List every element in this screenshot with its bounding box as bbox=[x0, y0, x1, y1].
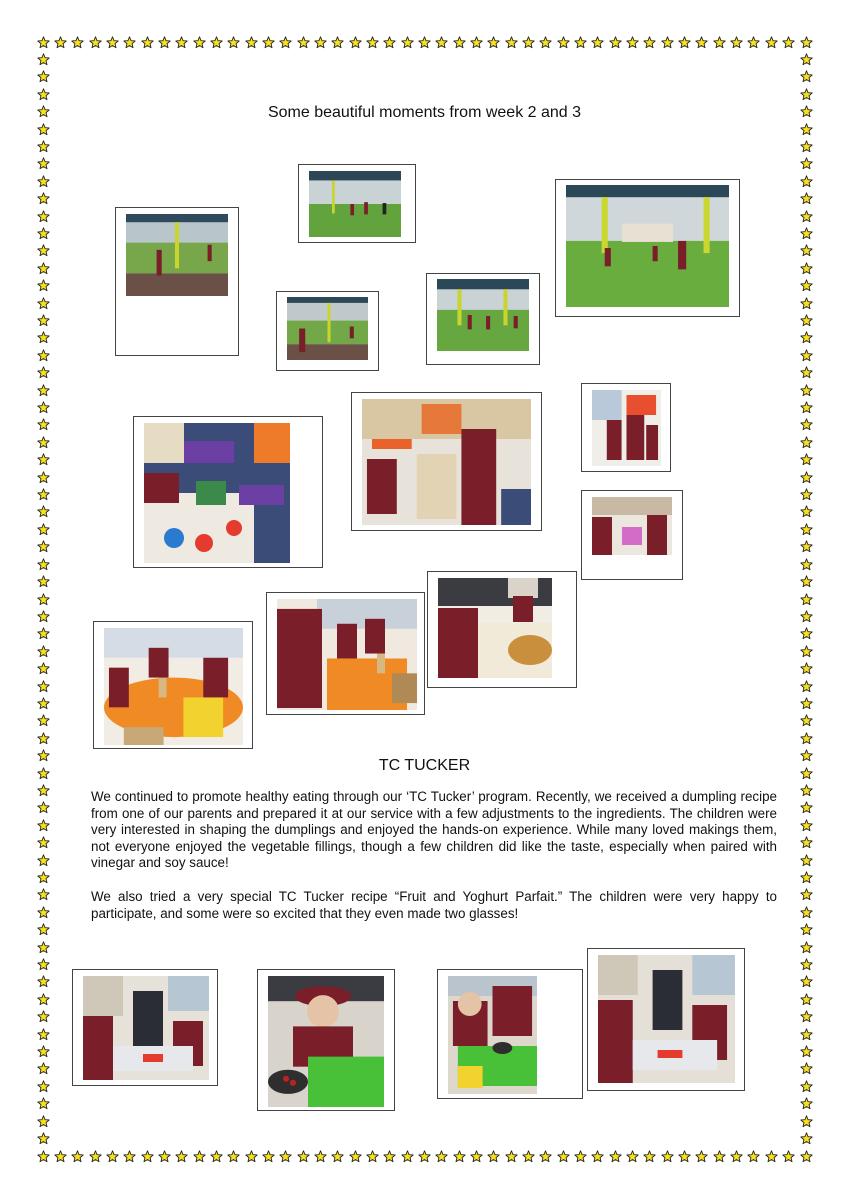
star-icon bbox=[37, 140, 50, 153]
star-icon bbox=[574, 1150, 587, 1163]
star-icon bbox=[800, 1010, 813, 1023]
star-icon bbox=[37, 366, 50, 379]
star-icon bbox=[297, 1150, 310, 1163]
star-icon bbox=[37, 157, 50, 170]
star-icon bbox=[435, 1150, 448, 1163]
star-icon bbox=[37, 697, 50, 710]
star-icon bbox=[37, 836, 50, 849]
star-icon bbox=[800, 262, 813, 275]
star-icon bbox=[800, 227, 813, 240]
star-icon bbox=[37, 1150, 50, 1163]
page-title: Some beautiful moments from week 2 and 3 bbox=[267, 104, 582, 121]
photo-floor-play bbox=[133, 416, 323, 568]
indoor-photo bbox=[592, 390, 661, 466]
star-icon bbox=[331, 1150, 344, 1163]
star-icon bbox=[800, 784, 813, 797]
star-icon bbox=[297, 36, 310, 49]
star-icon bbox=[37, 436, 50, 449]
star-icon bbox=[158, 36, 171, 49]
star-icon bbox=[37, 627, 50, 640]
star-icon bbox=[37, 784, 50, 797]
paragraph-1: We continued to promote healthy eating through our ‘TC Tucker’ program. Recently, we received a dumpling recipe from one of our parents and prepared it at our service with a few adjustments to the ingredients. The children were very interested in shaping the dumplings and enjoyed the hands-on experience. While many loved makings them, not everyone enjoyed the vegetable fillings, though a few children did like the taste, especially when paired with vinegar and soy sauce! bbox=[91, 789, 777, 871]
star-icon bbox=[37, 279, 50, 292]
star-icon bbox=[37, 941, 50, 954]
star-icon bbox=[557, 1150, 570, 1163]
star-icon bbox=[401, 36, 414, 49]
star-icon bbox=[591, 36, 604, 49]
star-icon bbox=[800, 192, 813, 205]
star-icon bbox=[175, 1150, 188, 1163]
star-icon bbox=[383, 1150, 396, 1163]
photo-basket-play bbox=[427, 571, 577, 688]
star-icon bbox=[800, 714, 813, 727]
star-icon bbox=[210, 36, 223, 49]
star-icon bbox=[37, 1115, 50, 1128]
star-icon bbox=[747, 36, 760, 49]
star-icon bbox=[470, 1150, 483, 1163]
playground-photo bbox=[126, 214, 228, 296]
star-icon bbox=[800, 575, 813, 588]
star-icon bbox=[37, 923, 50, 936]
star-icon bbox=[800, 140, 813, 153]
star-icon bbox=[141, 1150, 154, 1163]
star-icon bbox=[71, 1150, 84, 1163]
star-icon bbox=[37, 210, 50, 223]
star-icon bbox=[782, 36, 795, 49]
star-icon bbox=[800, 349, 813, 362]
star-icon bbox=[37, 453, 50, 466]
star-icon bbox=[37, 314, 50, 327]
star-icon bbox=[37, 662, 50, 675]
star-icon bbox=[800, 175, 813, 188]
star-icon bbox=[800, 366, 813, 379]
star-icon bbox=[800, 157, 813, 170]
photo-playground-2 bbox=[298, 164, 416, 243]
star-icon bbox=[800, 418, 813, 431]
star-icon bbox=[800, 505, 813, 518]
star-icon bbox=[470, 36, 483, 49]
star-icon bbox=[800, 610, 813, 623]
star-icon bbox=[765, 36, 778, 49]
star-icon bbox=[37, 558, 50, 571]
star-icon bbox=[37, 471, 50, 484]
star-icon bbox=[37, 53, 50, 66]
star-icon bbox=[37, 1028, 50, 1041]
star-icon bbox=[800, 1150, 813, 1163]
photo-tucker-4 bbox=[587, 948, 745, 1091]
star-icon bbox=[37, 70, 50, 83]
star-icon bbox=[349, 1150, 362, 1163]
indoor-photo bbox=[277, 599, 417, 710]
cooking-photo bbox=[268, 976, 384, 1107]
star-icon bbox=[37, 593, 50, 606]
star-icon bbox=[37, 192, 50, 205]
indoor-photo bbox=[144, 423, 290, 563]
star-icon bbox=[800, 471, 813, 484]
star-icon bbox=[349, 36, 362, 49]
cooking-photo bbox=[598, 955, 735, 1083]
star-icon bbox=[37, 888, 50, 901]
star-icon bbox=[800, 1132, 813, 1145]
star-icon bbox=[37, 732, 50, 745]
star-icon bbox=[71, 36, 84, 49]
indoor-photo bbox=[592, 497, 672, 555]
star-icon bbox=[800, 523, 813, 536]
star-icon bbox=[539, 36, 552, 49]
star-icon bbox=[800, 210, 813, 223]
star-icon bbox=[800, 958, 813, 971]
star-icon bbox=[37, 680, 50, 693]
star-icon bbox=[800, 888, 813, 901]
star-icon bbox=[800, 53, 813, 66]
star-icon bbox=[262, 36, 275, 49]
star-icon bbox=[800, 819, 813, 832]
star-icon bbox=[713, 1150, 726, 1163]
star-icon bbox=[800, 1062, 813, 1075]
star-icon bbox=[661, 36, 674, 49]
star-icon bbox=[800, 993, 813, 1006]
star-icon bbox=[262, 1150, 275, 1163]
star-icon bbox=[609, 1150, 622, 1163]
playground-photo bbox=[437, 279, 529, 351]
star-icon bbox=[487, 1150, 500, 1163]
star-icon bbox=[141, 36, 154, 49]
star-icon bbox=[695, 36, 708, 49]
cooking-photo bbox=[83, 976, 209, 1080]
photo-classroom-1 bbox=[581, 383, 671, 472]
star-icon bbox=[331, 36, 344, 49]
star-icon bbox=[37, 993, 50, 1006]
star-icon bbox=[800, 975, 813, 988]
star-icon bbox=[678, 1150, 691, 1163]
star-icon bbox=[245, 1150, 258, 1163]
star-icon bbox=[557, 36, 570, 49]
indoor-photo bbox=[104, 628, 243, 745]
photo-jenga-1 bbox=[93, 621, 253, 749]
star-icon bbox=[800, 871, 813, 884]
star-icon bbox=[800, 1115, 813, 1128]
playground-photo bbox=[287, 297, 368, 360]
cooking-photo bbox=[448, 976, 537, 1094]
star-icon bbox=[227, 1150, 240, 1163]
photo-classroom-2 bbox=[581, 490, 683, 580]
star-icon bbox=[37, 1045, 50, 1058]
star-icon bbox=[800, 854, 813, 867]
star-icon bbox=[800, 732, 813, 745]
star-icon bbox=[37, 418, 50, 431]
star-icon bbox=[123, 36, 136, 49]
star-icon bbox=[765, 1150, 778, 1163]
photo-playground-5 bbox=[426, 273, 540, 365]
star-icon bbox=[37, 871, 50, 884]
star-icon bbox=[800, 1097, 813, 1110]
star-icon bbox=[37, 262, 50, 275]
star-icon bbox=[800, 593, 813, 606]
star-icon bbox=[800, 801, 813, 814]
star-icon bbox=[193, 36, 206, 49]
star-icon bbox=[730, 36, 743, 49]
star-icon bbox=[800, 331, 813, 344]
star-icon bbox=[782, 1150, 795, 1163]
star-icon bbox=[366, 1150, 379, 1163]
star-icon bbox=[37, 505, 50, 518]
photo-shelf-play bbox=[351, 392, 542, 531]
star-icon bbox=[37, 854, 50, 867]
star-icon bbox=[106, 1150, 119, 1163]
indoor-photo bbox=[362, 399, 531, 525]
star-icon bbox=[435, 36, 448, 49]
star-icon bbox=[37, 819, 50, 832]
star-icon bbox=[800, 1045, 813, 1058]
star-icon bbox=[37, 401, 50, 414]
star-icon bbox=[37, 227, 50, 240]
star-icon bbox=[37, 540, 50, 553]
star-icon bbox=[54, 36, 67, 49]
star-icon bbox=[366, 36, 379, 49]
star-icon bbox=[800, 941, 813, 954]
star-icon bbox=[505, 1150, 518, 1163]
star-icon bbox=[800, 384, 813, 397]
star-icon bbox=[800, 540, 813, 553]
star-icon bbox=[800, 436, 813, 449]
photo-playground-3 bbox=[555, 179, 740, 317]
photo-tucker-3 bbox=[437, 969, 583, 1099]
star-icon bbox=[800, 1080, 813, 1093]
star-icon bbox=[800, 88, 813, 101]
star-icon bbox=[37, 714, 50, 727]
star-icon bbox=[37, 175, 50, 188]
star-icon bbox=[314, 36, 327, 49]
star-icon bbox=[800, 923, 813, 936]
star-icon bbox=[643, 36, 656, 49]
playground-photo bbox=[309, 171, 401, 237]
indoor-photo bbox=[438, 578, 552, 678]
star-icon bbox=[89, 36, 102, 49]
star-icon bbox=[383, 36, 396, 49]
star-icon bbox=[522, 36, 535, 49]
star-icon bbox=[800, 680, 813, 693]
star-icon bbox=[106, 36, 119, 49]
star-icon bbox=[37, 975, 50, 988]
star-icon bbox=[695, 1150, 708, 1163]
photo-tucker-1 bbox=[72, 969, 218, 1086]
star-icon bbox=[89, 1150, 102, 1163]
star-icon bbox=[210, 1150, 223, 1163]
section-heading: TC TUCKER bbox=[378, 757, 471, 774]
star-icon bbox=[418, 36, 431, 49]
star-icon bbox=[37, 645, 50, 658]
star-icon bbox=[37, 1062, 50, 1075]
star-icon bbox=[37, 123, 50, 136]
star-icon bbox=[37, 384, 50, 397]
star-icon bbox=[800, 697, 813, 710]
star-icon bbox=[37, 523, 50, 536]
star-icon bbox=[37, 1097, 50, 1110]
star-icon bbox=[800, 1028, 813, 1041]
star-icon bbox=[661, 1150, 674, 1163]
star-icon bbox=[37, 958, 50, 971]
photo-playground-1 bbox=[115, 207, 239, 356]
star-icon bbox=[37, 244, 50, 257]
star-icon bbox=[713, 36, 726, 49]
star-icon bbox=[800, 836, 813, 849]
star-icon bbox=[314, 1150, 327, 1163]
star-icon bbox=[37, 88, 50, 101]
playground-photo bbox=[566, 185, 729, 307]
star-icon bbox=[800, 488, 813, 501]
photo-tucker-2 bbox=[257, 969, 395, 1111]
star-icon bbox=[37, 297, 50, 310]
star-icon bbox=[800, 627, 813, 640]
star-icon bbox=[539, 1150, 552, 1163]
star-icon bbox=[730, 1150, 743, 1163]
star-icon bbox=[37, 488, 50, 501]
star-icon bbox=[626, 36, 639, 49]
star-icon bbox=[37, 1010, 50, 1023]
star-icon bbox=[487, 36, 500, 49]
star-icon bbox=[418, 1150, 431, 1163]
star-icon bbox=[800, 453, 813, 466]
star-icon bbox=[800, 36, 813, 49]
star-icon bbox=[37, 575, 50, 588]
star-icon bbox=[800, 70, 813, 83]
star-icon bbox=[123, 1150, 136, 1163]
star-icon bbox=[800, 401, 813, 414]
star-icon bbox=[800, 906, 813, 919]
star-icon bbox=[591, 1150, 604, 1163]
star-icon bbox=[453, 36, 466, 49]
star-icon bbox=[678, 36, 691, 49]
star-icon bbox=[54, 1150, 67, 1163]
star-icon bbox=[37, 610, 50, 623]
star-icon bbox=[505, 36, 518, 49]
star-icon bbox=[227, 36, 240, 49]
star-icon bbox=[175, 36, 188, 49]
star-icon bbox=[37, 906, 50, 919]
star-icon bbox=[800, 244, 813, 257]
photo-playground-4 bbox=[276, 291, 379, 371]
photo-jenga-2 bbox=[266, 592, 425, 715]
star-icon bbox=[193, 1150, 206, 1163]
star-icon bbox=[800, 558, 813, 571]
star-icon bbox=[401, 1150, 414, 1163]
star-icon bbox=[37, 1132, 50, 1145]
star-icon bbox=[574, 36, 587, 49]
star-icon bbox=[626, 1150, 639, 1163]
star-icon bbox=[800, 314, 813, 327]
star-icon bbox=[37, 349, 50, 362]
star-icon bbox=[800, 123, 813, 136]
star-icon bbox=[800, 645, 813, 658]
star-icon bbox=[800, 662, 813, 675]
paragraph-2: We also tried a very special TC Tucker recipe “Fruit and Yoghurt Parfait.” The children were very happy to participate, and some were so excited that they even made two glasses! bbox=[91, 889, 777, 921]
star-icon bbox=[245, 36, 258, 49]
star-icon bbox=[37, 36, 50, 49]
star-icon bbox=[800, 297, 813, 310]
star-icon bbox=[279, 36, 292, 49]
star-icon bbox=[279, 1150, 292, 1163]
star-icon bbox=[800, 279, 813, 292]
star-icon bbox=[747, 1150, 760, 1163]
star-icon bbox=[158, 1150, 171, 1163]
star-icon bbox=[37, 331, 50, 344]
star-icon bbox=[643, 1150, 656, 1163]
star-icon bbox=[37, 801, 50, 814]
star-icon bbox=[609, 36, 622, 49]
star-icon bbox=[37, 1080, 50, 1093]
star-icon bbox=[522, 1150, 535, 1163]
star-icon bbox=[453, 1150, 466, 1163]
